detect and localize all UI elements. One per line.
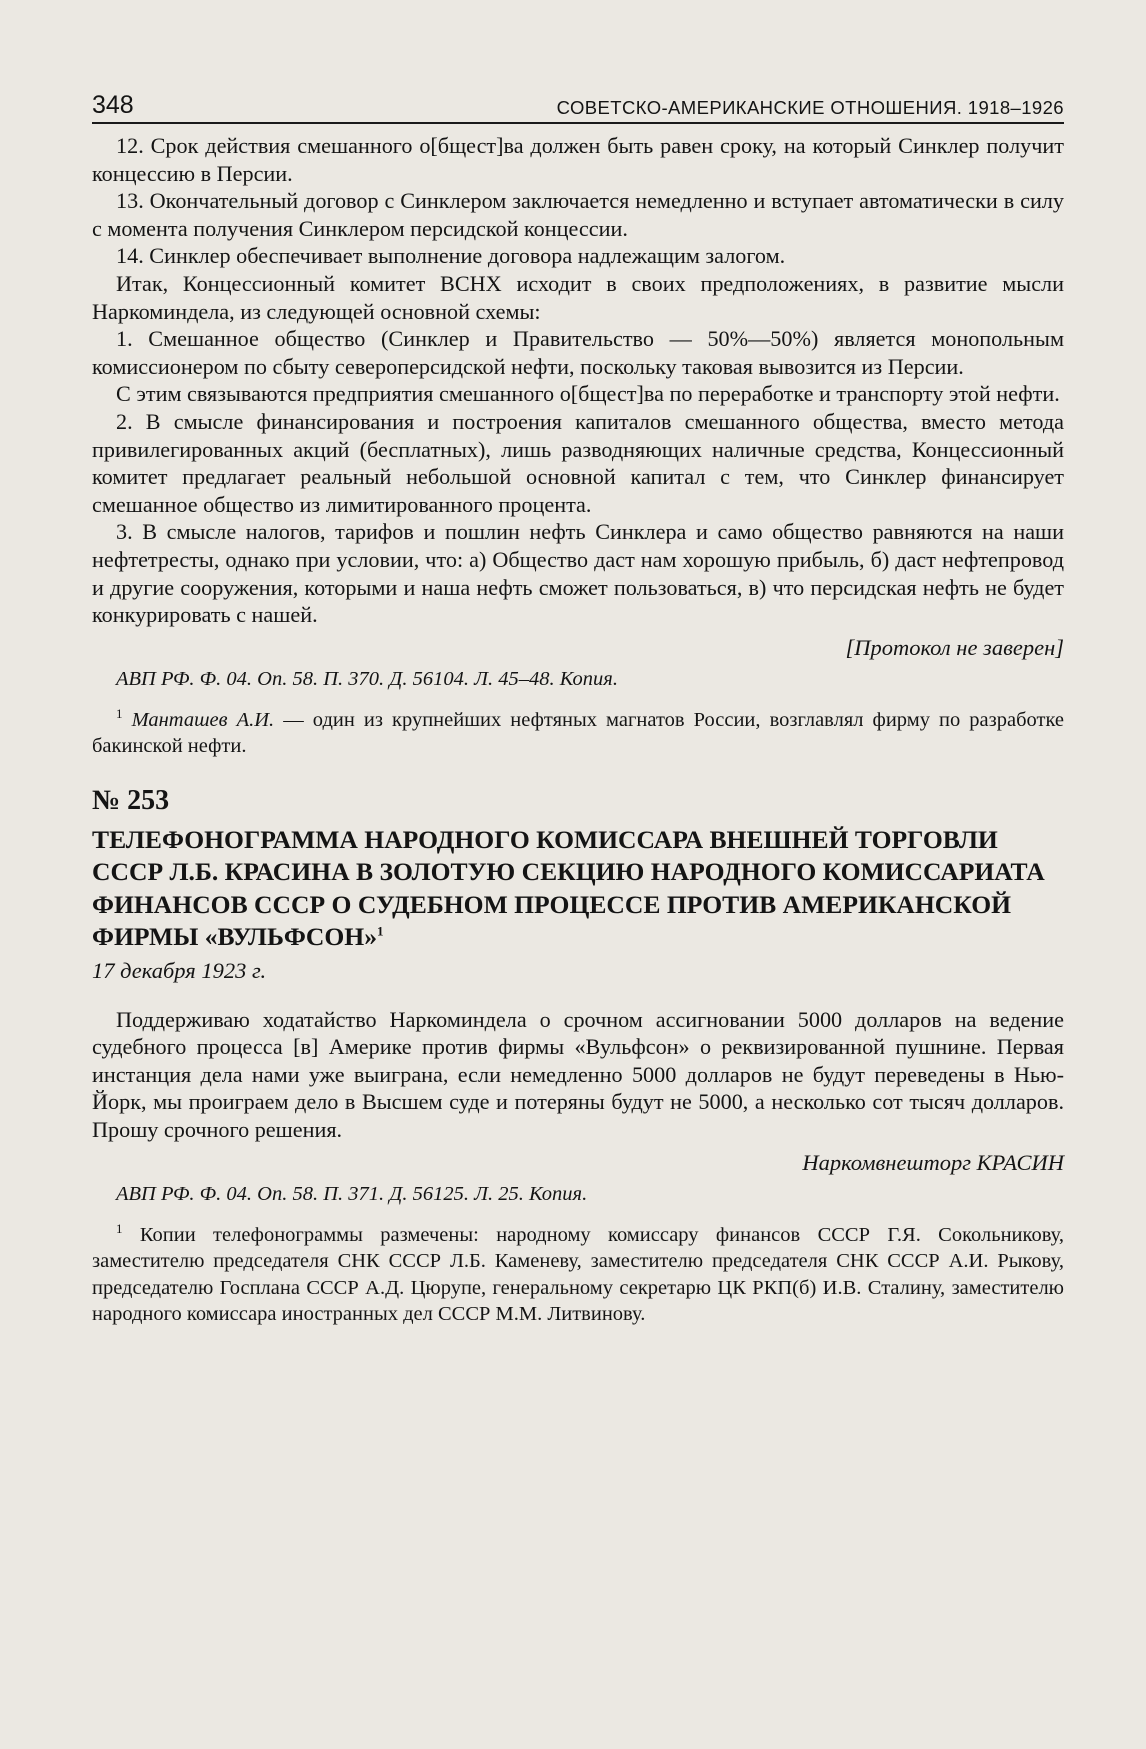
footnote-text: Копии телефонограммы размечены: народному комиссару финансов СССР Г.Я. Сокольникову, заместителю председателя СНК СССР Л.Б. Каменеву, заместителю председателя СНК СССР А.И. Рыкову, председателю Госплана СССР А.Д. Цюрупе, генеральному секретарю ЦК РКП(б) И.В. Сталину, заместителю народного комиссара иностранных дел СССР М.М. Литвинову. (92, 1223, 1064, 1326)
paragraph: 1. Смешанное общество (Синклер и Правительство — 50%—50%) является монопольным комиссионером по сбыту североперсидской нефти, поскольку таковая вывозится из Персии. (92, 326, 1064, 379)
document-title-text: ТЕЛЕФОНОГРАММА НАРОДНОГО КОМИССАРА ВНЕШНЕЙ ТОРГОВЛИ СССР Л.Б. КРАСИНА В ЗОЛОТУЮ СЕКЦИЮ НАРОДНОГО КОМИССАРИАТА ФИНАНСОВ СССР О СУДЕБНОМ ПРОЦЕССЕ ПРОТИВ АМЕРИКАНСКОЙ ФИРМЫ «ВУЛЬФСОН» (92, 824, 1045, 952)
signature: Наркомвнешторг КРАСИН (802, 1149, 1064, 1175)
footnote-mark: 1 (116, 1220, 123, 1236)
footnote-text: — один из крупнейших нефтяных магнатов России, возглавлял фирму по разработке бакинской нефти. (92, 708, 1064, 758)
paragraph: Итак, Концессионный комитет ВСНХ исходит в своих предположениях, в развитие мысли Наркоминдела, из следующей основной схемы: (92, 270, 1064, 324)
document-date: 17 декабря 1923 г. (92, 957, 267, 983)
paragraph: 12. Срок действия смешанного о[бщест]ва должен быть равен сроку, на который Синклер получит концессию в Персии. (92, 133, 1064, 186)
page-number: 348 (92, 91, 134, 119)
document-title (92, 824, 1064, 954)
paragraph: 13. Окончательный договор с Синклером заключается немедленно и вступает автоматически в силу с момента получения Синклером персидской концессии. (92, 188, 1064, 241)
running-head: СОВЕТСКО-АМЕРИКАНСКИЕ ОТНОШЕНИЯ. 1918–1926 (556, 97, 1064, 118)
document-body: Поддерживаю ходатайство Наркоминдела о срочном ассигновании 5000 долларов на ведение судебного процесса [в] Америке против фирмы «Вульфсон» о реквизированной пушнине. Первая инстанция дела нами уже выиграна, если немедленно 5000 долларов не будут переведены в Нью-Йорк, мы проиграем дело в Высшем суде и потеряны будут не 5000, а несколько сот тысяч долларов. Прошу срочного решения. (92, 1006, 1064, 1143)
paragraph: С этим связываются предприятия смешанного о[бщест]ва по переработке и транспорту этой нефти. (116, 381, 1060, 407)
document-number: № 253 (92, 784, 170, 816)
footnote-person: Манташев А.И. (131, 708, 275, 731)
footnote-mark: 1 (116, 705, 123, 721)
body-text-top (92, 132, 1064, 760)
title-footnote-mark: 1 (377, 923, 384, 939)
paragraph: 3. В смысле налогов, тарифов и пошлин нефть Синклера и само общество равняются на наши нефтетресты, однако при условии, что: а) Общество даст нам хорошую прибыль, б) даст нефтепровод и другие сооружения, которыми и наша нефть сможет пользоваться, в) что персидская нефть не будет конкурировать с нашей. (92, 519, 1064, 628)
archive-source: АВП РФ. Ф. 04. Оп. 58. П. 371. Д. 56125. Л. 25. Копия. (116, 1182, 588, 1205)
archive-source: АВП РФ. Ф. 04. Оп. 58. П. 370. Д. 56104. Л. 45–48. Копия. (116, 667, 618, 690)
paragraph: 14. Синклер обеспечивает выполнение договора надлежащим залогом. (116, 243, 786, 269)
paragraph: 2. В смысле финансирования и построения капиталов смешанного общества, вместо метода привилегированных акций (бесплатных), лишь разводняющих наличные средства, Концессионный комитет предлагает реальный небольшой основной капитал с тем, что Синклер финансирует смешанное общество из лимитированного процента. (92, 408, 1064, 517)
protocol-note: [Протокол не заверен] (845, 634, 1064, 660)
spacer (92, 986, 1064, 1006)
footnote (92, 1222, 1064, 1328)
page-header (92, 82, 1064, 124)
footnote (92, 707, 1064, 760)
page-content (92, 82, 1064, 1328)
